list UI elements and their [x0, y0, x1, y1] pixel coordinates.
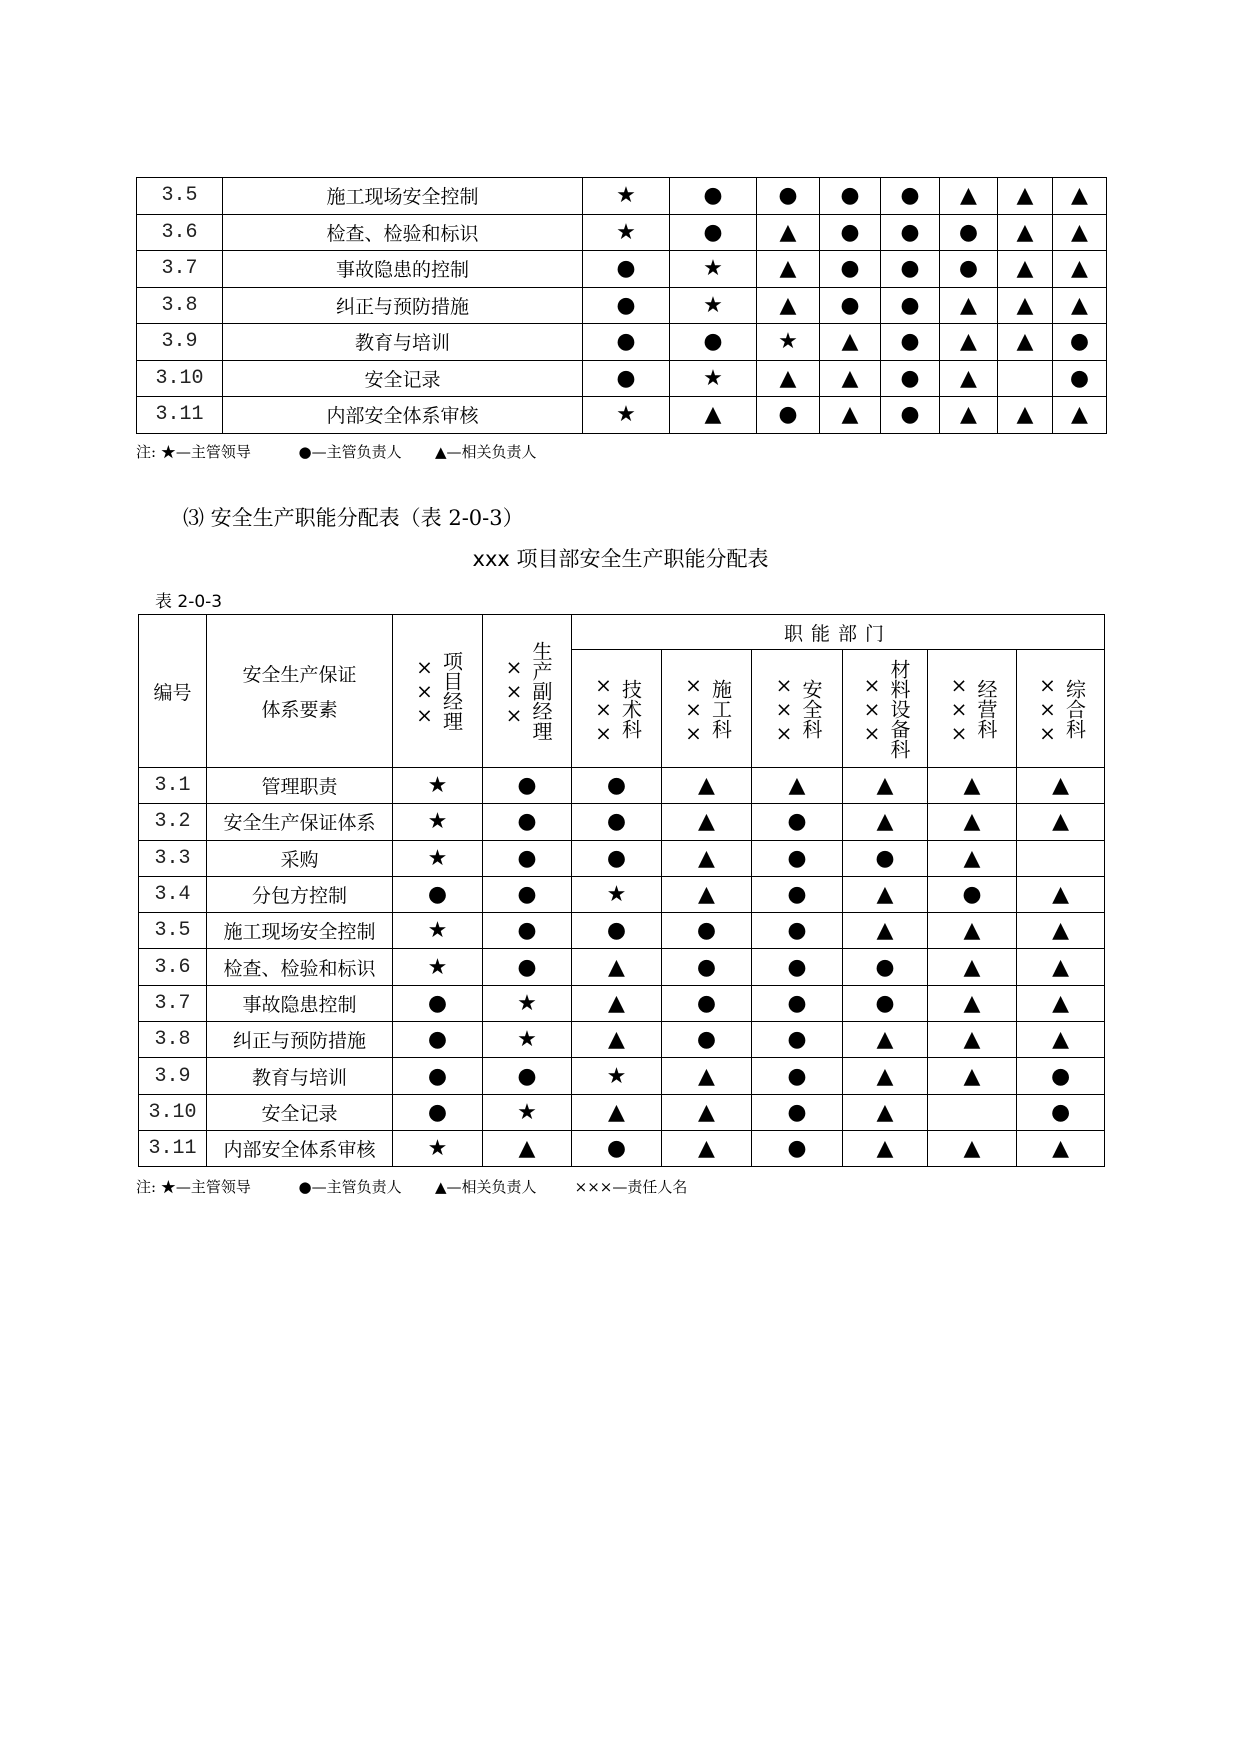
row-element: 管理职责 [207, 768, 393, 804]
role-mark [928, 1094, 1017, 1130]
role-mark: ● [752, 1094, 843, 1130]
role-mark: ★ [393, 768, 483, 804]
table-row [139, 949, 1105, 985]
header-department: ××× 经营科 [928, 650, 1017, 768]
role-mark: ★ [757, 324, 820, 361]
role-mark: ▲ [483, 1130, 572, 1166]
role-mark: ● [820, 287, 881, 324]
role-mark: ▲ [1017, 985, 1105, 1021]
table2-label: 表 2-0-3 [155, 592, 223, 612]
row-number: 3.2 [139, 804, 207, 840]
role-mark: ● [752, 1022, 843, 1058]
header-deputy-manager: ××× 生产副经理 [483, 615, 572, 768]
role-mark: ▲ [940, 360, 998, 397]
table-row [139, 876, 1105, 912]
row-element: 安全记录 [207, 1094, 393, 1130]
role-mark: ▲ [843, 913, 928, 949]
role-mark: ● [843, 985, 928, 1021]
table-row [137, 397, 1107, 434]
role-mark: ▲ [820, 324, 881, 361]
role-mark: ● [752, 876, 843, 912]
table2-title: xxx 项目部安全生产职能分配表 [472, 547, 769, 571]
role-mark: ★ [483, 1094, 572, 1130]
role-mark: ▲ [757, 360, 820, 397]
role-mark: ● [881, 178, 940, 215]
role-mark: ▲ [662, 876, 752, 912]
role-mark: ▲ [843, 1130, 928, 1166]
row-element: 施工现场安全控制 [223, 178, 583, 215]
section-heading: ⑶ 安全生产职能分配表（表 2-0-3） [183, 506, 524, 530]
role-mark: ▲ [572, 1022, 662, 1058]
row-element: 事故隐患的控制 [223, 251, 583, 288]
header-department: ××× 安全科 [752, 650, 843, 768]
role-mark: ● [583, 360, 670, 397]
role-mark: ▲ [757, 251, 820, 288]
role-mark: ▲ [662, 1058, 752, 1094]
role-mark: ▲ [820, 397, 881, 434]
row-number: 3.9 [139, 1058, 207, 1094]
role-mark: ● [752, 840, 843, 876]
role-mark: ● [483, 913, 572, 949]
role-mark: ★ [393, 840, 483, 876]
role-mark: ● [757, 397, 820, 434]
role-mark: ● [881, 214, 940, 251]
role-mark: ▲ [1053, 251, 1107, 288]
row-number: 3.11 [139, 1130, 207, 1166]
role-mark: ● [662, 913, 752, 949]
role-mark: ● [881, 360, 940, 397]
role-mark: ▲ [1017, 913, 1105, 949]
role-mark: ▲ [998, 324, 1053, 361]
role-mark: ● [1017, 1058, 1105, 1094]
role-mark: ▲ [752, 768, 843, 804]
row-number: 3.11 [137, 397, 223, 434]
row-number: 3.7 [137, 251, 223, 288]
row-element: 纠正与预防措施 [223, 287, 583, 324]
table2-legend-note: 注: ★—主管领导 ●—主管负责人 ▲—相关负责人 ×××—责任人名 [136, 1178, 688, 1196]
role-mark: ▲ [670, 397, 757, 434]
header-project-manager: ××× 项目经理 [393, 615, 483, 768]
role-mark: ▲ [572, 949, 662, 985]
table-row [137, 287, 1107, 324]
role-mark: ● [572, 840, 662, 876]
row-element: 安全生产保证体系 [207, 804, 393, 840]
role-mark: ▲ [998, 178, 1053, 215]
role-mark: ★ [393, 913, 483, 949]
row-number: 3.5 [137, 178, 223, 215]
table1-body [137, 178, 1107, 434]
role-mark: ● [670, 214, 757, 251]
row-element: 施工现场安全控制 [207, 913, 393, 949]
table2-body [139, 768, 1105, 1167]
role-mark: ▲ [998, 251, 1053, 288]
role-mark: ● [662, 985, 752, 1021]
role-mark: ▲ [998, 287, 1053, 324]
role-mark: ▲ [572, 1094, 662, 1130]
table-row [137, 214, 1107, 251]
table-row [137, 324, 1107, 361]
header-functional-departments: 职能部门 [572, 615, 1105, 650]
role-mark: ▲ [1053, 397, 1107, 434]
row-number: 3.8 [137, 287, 223, 324]
role-mark: ▲ [928, 913, 1017, 949]
role-mark: ▲ [928, 804, 1017, 840]
role-mark: ▲ [757, 214, 820, 251]
role-mark [1017, 840, 1105, 876]
role-mark: ▲ [1053, 178, 1107, 215]
role-mark: ▲ [1017, 876, 1105, 912]
role-mark: ● [583, 287, 670, 324]
role-mark: ▲ [1017, 768, 1105, 804]
role-mark: ● [572, 1130, 662, 1166]
role-mark: ★ [393, 949, 483, 985]
role-mark: ▲ [662, 768, 752, 804]
role-mark: ● [583, 251, 670, 288]
row-element: 采购 [207, 840, 393, 876]
role-mark: ● [1017, 1094, 1105, 1130]
role-mark: ▲ [940, 287, 998, 324]
table-row [139, 1094, 1105, 1130]
role-mark: ▲ [1017, 1022, 1105, 1058]
role-mark: ▲ [843, 1094, 928, 1130]
role-mark: ▲ [940, 397, 998, 434]
row-element: 教育与培训 [223, 324, 583, 361]
role-mark: ★ [583, 178, 670, 215]
row-element: 内部安全体系审核 [207, 1130, 393, 1166]
role-mark: ▲ [662, 1094, 752, 1130]
role-mark: ● [483, 949, 572, 985]
table-row [139, 804, 1105, 840]
role-mark: ▲ [928, 768, 1017, 804]
row-number: 3.6 [139, 949, 207, 985]
role-mark: ▲ [820, 360, 881, 397]
role-mark: ● [752, 949, 843, 985]
role-mark: ▲ [998, 214, 1053, 251]
role-mark: ● [393, 1094, 483, 1130]
role-mark: ● [881, 287, 940, 324]
table-row [139, 840, 1105, 876]
row-element: 检查、检验和标识 [207, 949, 393, 985]
row-number: 3.8 [139, 1022, 207, 1058]
role-mark: ★ [583, 214, 670, 251]
role-mark: ▲ [843, 1022, 928, 1058]
row-number: 3.6 [137, 214, 223, 251]
row-element: 纠正与预防措施 [207, 1022, 393, 1058]
row-number: 3.10 [137, 360, 223, 397]
role-mark: ▲ [1017, 804, 1105, 840]
role-mark: ● [670, 178, 757, 215]
role-mark: ★ [670, 287, 757, 324]
role-mark: ▲ [1017, 949, 1105, 985]
table-row [139, 913, 1105, 949]
table-row [139, 1130, 1105, 1166]
role-mark: ● [940, 214, 998, 251]
role-mark: ★ [572, 876, 662, 912]
role-mark: ● [393, 876, 483, 912]
role-mark: ● [752, 913, 843, 949]
role-mark: ▲ [940, 324, 998, 361]
role-mark: ● [752, 804, 843, 840]
role-mark: ▲ [843, 1058, 928, 1094]
role-mark: ▲ [572, 985, 662, 1021]
table-row [137, 178, 1107, 215]
role-mark: ▲ [928, 1130, 1017, 1166]
row-element: 内部安全体系审核 [223, 397, 583, 434]
role-mark: ● [881, 251, 940, 288]
table1-legend-note: 注: ★—主管领导 ●—主管负责人 ▲—相关负责人 [136, 443, 537, 461]
role-mark: ★ [483, 1022, 572, 1058]
role-mark: ▲ [1017, 1130, 1105, 1166]
row-number: 3.4 [139, 876, 207, 912]
role-mark: ● [752, 1130, 843, 1166]
row-number: 3.5 [139, 913, 207, 949]
row-element: 分包方控制 [207, 876, 393, 912]
role-mark: ● [820, 214, 881, 251]
role-mark: ▲ [940, 178, 998, 215]
row-element: 安全记录 [223, 360, 583, 397]
role-mark: ▲ [843, 804, 928, 840]
safety-function-allocation-table [138, 614, 1105, 1167]
role-mark: ▲ [757, 287, 820, 324]
role-mark: ● [940, 251, 998, 288]
role-mark: ▲ [928, 840, 1017, 876]
role-mark: ● [881, 397, 940, 434]
role-mark: ● [757, 178, 820, 215]
role-mark: ● [670, 324, 757, 361]
role-mark: ★ [670, 360, 757, 397]
role-mark: ● [583, 324, 670, 361]
table-row [137, 251, 1107, 288]
role-mark: ▲ [662, 804, 752, 840]
table-row [137, 360, 1107, 397]
role-mark: ● [752, 985, 843, 1021]
table-row [139, 985, 1105, 1021]
row-element: 教育与培训 [207, 1058, 393, 1094]
role-mark: ★ [670, 251, 757, 288]
header-element: 安全生产保证 体系要素 [207, 615, 393, 768]
role-mark: ▲ [662, 1130, 752, 1166]
role-mark: ★ [572, 1058, 662, 1094]
role-mark: ▲ [998, 397, 1053, 434]
role-mark: ● [662, 1022, 752, 1058]
row-element: 事故隐患控制 [207, 985, 393, 1021]
row-number: 3.10 [139, 1094, 207, 1130]
role-mark: ▲ [928, 949, 1017, 985]
role-mark: ★ [393, 804, 483, 840]
role-mark: ● [483, 804, 572, 840]
table-row [139, 1058, 1105, 1094]
role-mark: ● [483, 876, 572, 912]
role-mark: ● [393, 985, 483, 1021]
role-mark [998, 360, 1053, 397]
header-no: 编号 [139, 615, 207, 768]
row-number: 3.3 [139, 840, 207, 876]
header-department: ××× 技术科 [572, 650, 662, 768]
header-department: ××× 材料设备科 [843, 650, 928, 768]
role-mark: ● [483, 840, 572, 876]
role-mark: ● [1053, 360, 1107, 397]
role-mark: ★ [393, 1130, 483, 1166]
header-department: ××× 综合科 [1017, 650, 1105, 768]
role-mark: ▲ [928, 1022, 1017, 1058]
role-mark: ● [843, 949, 928, 985]
role-mark: ● [752, 1058, 843, 1094]
role-mark: ● [881, 324, 940, 361]
role-mark: ● [843, 840, 928, 876]
role-mark: ▲ [662, 840, 752, 876]
role-mark: ▲ [843, 768, 928, 804]
role-mark: ● [393, 1058, 483, 1094]
table-row [139, 768, 1105, 804]
responsibility-table-continued [136, 177, 1107, 434]
role-mark: ● [820, 178, 881, 215]
role-mark: ● [483, 768, 572, 804]
role-mark: ▲ [1053, 287, 1107, 324]
row-number: 3.9 [137, 324, 223, 361]
row-element: 检查、检验和标识 [223, 214, 583, 251]
role-mark: ▲ [928, 1058, 1017, 1094]
role-mark: ★ [483, 985, 572, 1021]
role-mark: ▲ [1053, 214, 1107, 251]
table-row [139, 1022, 1105, 1058]
row-number: 3.7 [139, 985, 207, 1021]
role-mark: ● [1053, 324, 1107, 361]
role-mark: ★ [583, 397, 670, 434]
role-mark: ● [572, 768, 662, 804]
role-mark: ● [820, 251, 881, 288]
role-mark: ▲ [843, 876, 928, 912]
role-mark: ● [393, 1022, 483, 1058]
role-mark: ● [572, 804, 662, 840]
role-mark: ▲ [928, 985, 1017, 1021]
row-number: 3.1 [139, 768, 207, 804]
role-mark: ● [572, 913, 662, 949]
header-department: ××× 施工科 [662, 650, 752, 768]
role-mark: ● [662, 949, 752, 985]
role-mark: ● [483, 1058, 572, 1094]
role-mark: ● [928, 876, 1017, 912]
